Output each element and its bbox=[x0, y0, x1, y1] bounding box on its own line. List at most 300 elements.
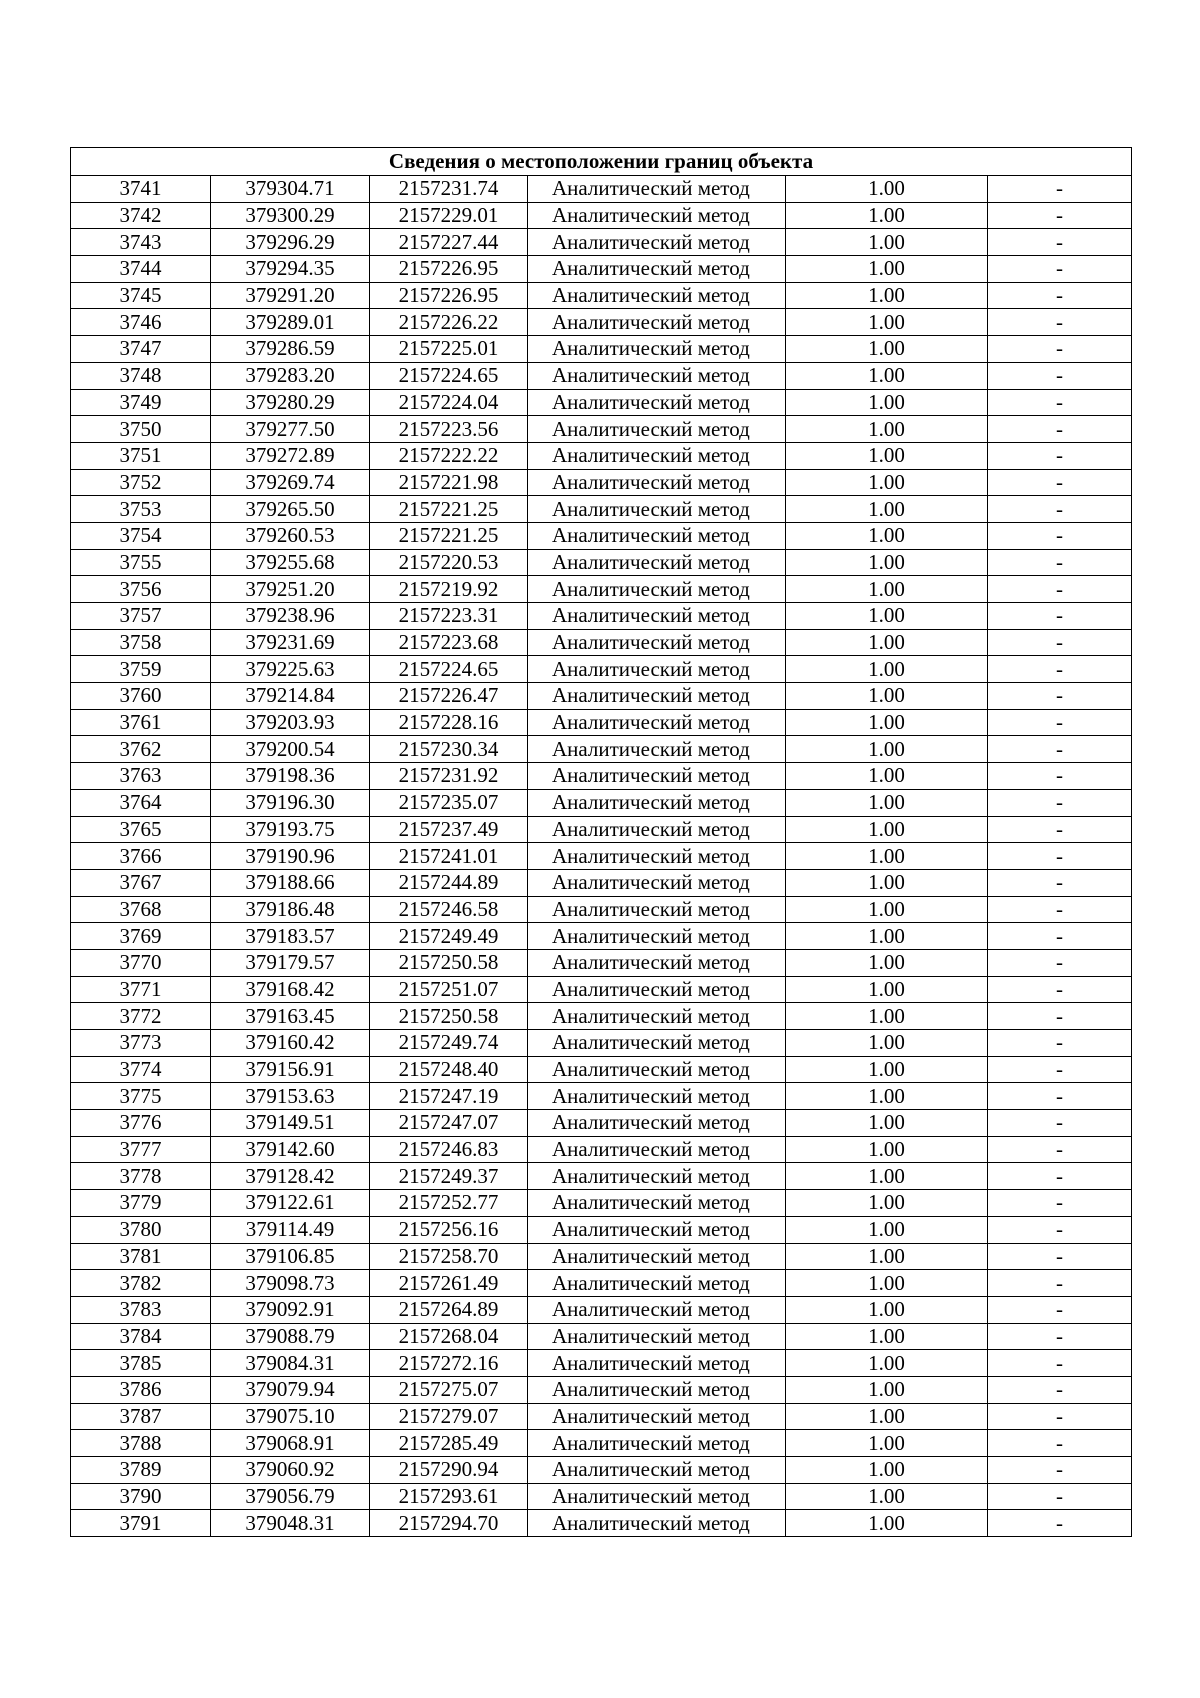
boundary-table bbox=[70, 147, 1132, 1537]
description-cell: - bbox=[988, 1376, 1132, 1403]
point-number-cell: 3765 bbox=[71, 816, 211, 843]
x-coordinate-cell: 379225.63 bbox=[211, 656, 370, 683]
table-row bbox=[71, 763, 1132, 790]
x-coordinate-cell: 379084.31 bbox=[211, 1350, 370, 1377]
x-coordinate-cell: 379088.79 bbox=[211, 1323, 370, 1350]
y-coordinate-cell: 2157256.16 bbox=[370, 1216, 528, 1243]
method-cell: Аналитический метод bbox=[528, 442, 786, 469]
x-coordinate-cell: 379188.66 bbox=[211, 869, 370, 896]
point-number-cell: 3746 bbox=[71, 309, 211, 336]
table-row bbox=[71, 416, 1132, 443]
x-coordinate-cell: 379294.35 bbox=[211, 256, 370, 283]
accuracy-cell: 1.00 bbox=[786, 789, 988, 816]
description-cell: - bbox=[988, 389, 1132, 416]
x-coordinate-cell: 379300.29 bbox=[211, 202, 370, 229]
y-coordinate-cell: 2157222.22 bbox=[370, 442, 528, 469]
point-number-cell: 3768 bbox=[71, 896, 211, 923]
point-number-cell: 3745 bbox=[71, 282, 211, 309]
table-row bbox=[71, 1163, 1132, 1190]
method-cell: Аналитический метод bbox=[528, 656, 786, 683]
x-coordinate-cell: 379286.59 bbox=[211, 336, 370, 363]
description-cell: - bbox=[988, 1403, 1132, 1430]
x-coordinate-cell: 379255.68 bbox=[211, 549, 370, 576]
table-title: Сведения о местоположении границ объекта bbox=[71, 148, 1132, 176]
accuracy-cell: 1.00 bbox=[786, 1403, 988, 1430]
y-coordinate-cell: 2157249.49 bbox=[370, 923, 528, 950]
description-cell: - bbox=[988, 549, 1132, 576]
x-coordinate-cell: 379272.89 bbox=[211, 442, 370, 469]
x-coordinate-cell: 379214.84 bbox=[211, 683, 370, 710]
description-cell: - bbox=[988, 1030, 1132, 1057]
table-row bbox=[71, 1136, 1132, 1163]
x-coordinate-cell: 379142.60 bbox=[211, 1136, 370, 1163]
accuracy-cell: 1.00 bbox=[786, 763, 988, 790]
x-coordinate-cell: 379183.57 bbox=[211, 923, 370, 950]
point-number-cell: 3788 bbox=[71, 1430, 211, 1457]
table-row bbox=[71, 869, 1132, 896]
y-coordinate-cell: 2157228.16 bbox=[370, 709, 528, 736]
description-cell: - bbox=[988, 336, 1132, 363]
accuracy-cell: 1.00 bbox=[786, 469, 988, 496]
method-cell: Аналитический метод bbox=[528, 709, 786, 736]
x-coordinate-cell: 379190.96 bbox=[211, 843, 370, 870]
point-number-cell: 3756 bbox=[71, 576, 211, 603]
y-coordinate-cell: 2157227.44 bbox=[370, 229, 528, 256]
method-cell: Аналитический метод bbox=[528, 202, 786, 229]
method-cell: Аналитический метод bbox=[528, 789, 786, 816]
table-row bbox=[71, 1083, 1132, 1110]
method-cell: Аналитический метод bbox=[528, 1376, 786, 1403]
table-row bbox=[71, 576, 1132, 603]
accuracy-cell: 1.00 bbox=[786, 869, 988, 896]
point-number-cell: 3753 bbox=[71, 496, 211, 523]
y-coordinate-cell: 2157221.25 bbox=[370, 522, 528, 549]
x-coordinate-cell: 379277.50 bbox=[211, 416, 370, 443]
table-row bbox=[71, 656, 1132, 683]
table-row bbox=[71, 1216, 1132, 1243]
accuracy-cell: 1.00 bbox=[786, 1216, 988, 1243]
y-coordinate-cell: 2157261.49 bbox=[370, 1270, 528, 1297]
point-number-cell: 3779 bbox=[71, 1190, 211, 1217]
method-cell: Аналитический метод bbox=[528, 282, 786, 309]
accuracy-cell: 1.00 bbox=[786, 362, 988, 389]
table-row bbox=[71, 309, 1132, 336]
method-cell: Аналитический метод bbox=[528, 1323, 786, 1350]
description-cell: - bbox=[988, 576, 1132, 603]
point-number-cell: 3744 bbox=[71, 256, 211, 283]
x-coordinate-cell: 379269.74 bbox=[211, 469, 370, 496]
table-row bbox=[71, 816, 1132, 843]
x-coordinate-cell: 379075.10 bbox=[211, 1403, 370, 1430]
method-cell: Аналитический метод bbox=[528, 603, 786, 630]
y-coordinate-cell: 2157226.95 bbox=[370, 282, 528, 309]
description-cell: - bbox=[988, 176, 1132, 203]
document-page bbox=[70, 147, 1131, 1537]
y-coordinate-cell: 2157231.74 bbox=[370, 176, 528, 203]
table-row bbox=[71, 1350, 1132, 1377]
table-row bbox=[71, 736, 1132, 763]
method-cell: Аналитический метод bbox=[528, 1350, 786, 1377]
y-coordinate-cell: 2157231.92 bbox=[370, 763, 528, 790]
x-coordinate-cell: 379289.01 bbox=[211, 309, 370, 336]
point-number-cell: 3778 bbox=[71, 1163, 211, 1190]
accuracy-cell: 1.00 bbox=[786, 549, 988, 576]
description-cell: - bbox=[988, 1003, 1132, 1030]
description-cell: - bbox=[988, 1056, 1132, 1083]
point-number-cell: 3762 bbox=[71, 736, 211, 763]
accuracy-cell: 1.00 bbox=[786, 843, 988, 870]
description-cell: - bbox=[988, 1270, 1132, 1297]
y-coordinate-cell: 2157223.56 bbox=[370, 416, 528, 443]
description-cell: - bbox=[988, 603, 1132, 630]
description-cell: - bbox=[988, 496, 1132, 523]
accuracy-cell: 1.00 bbox=[786, 629, 988, 656]
y-coordinate-cell: 2157248.40 bbox=[370, 1056, 528, 1083]
method-cell: Аналитический метод bbox=[528, 522, 786, 549]
y-coordinate-cell: 2157275.07 bbox=[370, 1376, 528, 1403]
y-coordinate-cell: 2157225.01 bbox=[370, 336, 528, 363]
accuracy-cell: 1.00 bbox=[786, 683, 988, 710]
x-coordinate-cell: 379048.31 bbox=[211, 1510, 370, 1537]
table-row bbox=[71, 282, 1132, 309]
point-number-cell: 3761 bbox=[71, 709, 211, 736]
table-row bbox=[71, 442, 1132, 469]
accuracy-cell: 1.00 bbox=[786, 656, 988, 683]
y-coordinate-cell: 2157247.07 bbox=[370, 1110, 528, 1137]
table-row bbox=[71, 949, 1132, 976]
x-coordinate-cell: 379156.91 bbox=[211, 1056, 370, 1083]
method-cell: Аналитический метод bbox=[528, 309, 786, 336]
method-cell: Аналитический метод bbox=[528, 1430, 786, 1457]
table-row bbox=[71, 709, 1132, 736]
point-number-cell: 3772 bbox=[71, 1003, 211, 1030]
table-row bbox=[71, 1003, 1132, 1030]
accuracy-cell: 1.00 bbox=[786, 1030, 988, 1057]
y-coordinate-cell: 2157294.70 bbox=[370, 1510, 528, 1537]
y-coordinate-cell: 2157244.89 bbox=[370, 869, 528, 896]
table-row bbox=[71, 1403, 1132, 1430]
description-cell: - bbox=[988, 1243, 1132, 1270]
method-cell: Аналитический метод bbox=[528, 362, 786, 389]
point-number-cell: 3783 bbox=[71, 1296, 211, 1323]
method-cell: Аналитический метод bbox=[528, 1216, 786, 1243]
table-row bbox=[71, 256, 1132, 283]
x-coordinate-cell: 379283.20 bbox=[211, 362, 370, 389]
accuracy-cell: 1.00 bbox=[786, 1243, 988, 1270]
table-row bbox=[71, 549, 1132, 576]
method-cell: Аналитический метод bbox=[528, 976, 786, 1003]
table-row bbox=[71, 976, 1132, 1003]
point-number-cell: 3786 bbox=[71, 1376, 211, 1403]
description-cell: - bbox=[988, 1083, 1132, 1110]
description-cell: - bbox=[988, 202, 1132, 229]
method-cell: Аналитический метод bbox=[528, 1457, 786, 1484]
method-cell: Аналитический метод bbox=[528, 763, 786, 790]
x-coordinate-cell: 379092.91 bbox=[211, 1296, 370, 1323]
accuracy-cell: 1.00 bbox=[786, 1323, 988, 1350]
description-cell: - bbox=[988, 416, 1132, 443]
accuracy-cell: 1.00 bbox=[786, 949, 988, 976]
y-coordinate-cell: 2157246.83 bbox=[370, 1136, 528, 1163]
table-row bbox=[71, 1510, 1132, 1537]
y-coordinate-cell: 2157221.25 bbox=[370, 496, 528, 523]
accuracy-cell: 1.00 bbox=[786, 1296, 988, 1323]
description-cell: - bbox=[988, 789, 1132, 816]
description-cell: - bbox=[988, 923, 1132, 950]
x-coordinate-cell: 379231.69 bbox=[211, 629, 370, 656]
point-number-cell: 3773 bbox=[71, 1030, 211, 1057]
description-cell: - bbox=[988, 442, 1132, 469]
y-coordinate-cell: 2157235.07 bbox=[370, 789, 528, 816]
accuracy-cell: 1.00 bbox=[786, 1110, 988, 1137]
table-body bbox=[71, 176, 1132, 1537]
x-coordinate-cell: 379198.36 bbox=[211, 763, 370, 790]
method-cell: Аналитический метод bbox=[528, 176, 786, 203]
description-cell: - bbox=[988, 976, 1132, 1003]
y-coordinate-cell: 2157224.65 bbox=[370, 656, 528, 683]
y-coordinate-cell: 2157237.49 bbox=[370, 816, 528, 843]
method-cell: Аналитический метод bbox=[528, 683, 786, 710]
y-coordinate-cell: 2157264.89 bbox=[370, 1296, 528, 1323]
y-coordinate-cell: 2157226.95 bbox=[370, 256, 528, 283]
table-row bbox=[71, 896, 1132, 923]
description-cell: - bbox=[988, 1350, 1132, 1377]
point-number-cell: 3758 bbox=[71, 629, 211, 656]
y-coordinate-cell: 2157226.47 bbox=[370, 683, 528, 710]
method-cell: Аналитический метод bbox=[528, 1483, 786, 1510]
x-coordinate-cell: 379251.20 bbox=[211, 576, 370, 603]
accuracy-cell: 1.00 bbox=[786, 1003, 988, 1030]
method-cell: Аналитический метод bbox=[528, 1510, 786, 1537]
accuracy-cell: 1.00 bbox=[786, 256, 988, 283]
y-coordinate-cell: 2157249.37 bbox=[370, 1163, 528, 1190]
description-cell: - bbox=[988, 1190, 1132, 1217]
x-coordinate-cell: 379106.85 bbox=[211, 1243, 370, 1270]
method-cell: Аналитический метод bbox=[528, 1163, 786, 1190]
point-number-cell: 3747 bbox=[71, 336, 211, 363]
description-cell: - bbox=[988, 362, 1132, 389]
x-coordinate-cell: 379196.30 bbox=[211, 789, 370, 816]
method-cell: Аналитический метод bbox=[528, 1270, 786, 1297]
x-coordinate-cell: 379186.48 bbox=[211, 896, 370, 923]
accuracy-cell: 1.00 bbox=[786, 1136, 988, 1163]
method-cell: Аналитический метод bbox=[528, 629, 786, 656]
description-cell: - bbox=[988, 522, 1132, 549]
y-coordinate-cell: 2157268.04 bbox=[370, 1323, 528, 1350]
description-cell: - bbox=[988, 1110, 1132, 1137]
method-cell: Аналитический метод bbox=[528, 1190, 786, 1217]
method-cell: Аналитический метод bbox=[528, 896, 786, 923]
accuracy-cell: 1.00 bbox=[786, 976, 988, 1003]
description-cell: - bbox=[988, 1457, 1132, 1484]
point-number-cell: 3742 bbox=[71, 202, 211, 229]
description-cell: - bbox=[988, 843, 1132, 870]
table-row bbox=[71, 1430, 1132, 1457]
accuracy-cell: 1.00 bbox=[786, 1483, 988, 1510]
accuracy-cell: 1.00 bbox=[786, 496, 988, 523]
x-coordinate-cell: 379060.92 bbox=[211, 1457, 370, 1484]
method-cell: Аналитический метод bbox=[528, 389, 786, 416]
x-coordinate-cell: 379203.93 bbox=[211, 709, 370, 736]
accuracy-cell: 1.00 bbox=[786, 736, 988, 763]
table-row bbox=[71, 1483, 1132, 1510]
point-number-cell: 3771 bbox=[71, 976, 211, 1003]
y-coordinate-cell: 2157219.92 bbox=[370, 576, 528, 603]
point-number-cell: 3787 bbox=[71, 1403, 211, 1430]
table-row bbox=[71, 789, 1132, 816]
description-cell: - bbox=[988, 469, 1132, 496]
accuracy-cell: 1.00 bbox=[786, 442, 988, 469]
accuracy-cell: 1.00 bbox=[786, 576, 988, 603]
x-coordinate-cell: 379149.51 bbox=[211, 1110, 370, 1137]
point-number-cell: 3791 bbox=[71, 1510, 211, 1537]
description-cell: - bbox=[988, 736, 1132, 763]
accuracy-cell: 1.00 bbox=[786, 1163, 988, 1190]
accuracy-cell: 1.00 bbox=[786, 1430, 988, 1457]
table-row bbox=[71, 469, 1132, 496]
accuracy-cell: 1.00 bbox=[786, 229, 988, 256]
table-row bbox=[71, 629, 1132, 656]
description-cell: - bbox=[988, 949, 1132, 976]
method-cell: Аналитический метод bbox=[528, 1136, 786, 1163]
y-coordinate-cell: 2157258.70 bbox=[370, 1243, 528, 1270]
accuracy-cell: 1.00 bbox=[786, 202, 988, 229]
y-coordinate-cell: 2157224.65 bbox=[370, 362, 528, 389]
description-cell: - bbox=[988, 1136, 1132, 1163]
point-number-cell: 3790 bbox=[71, 1483, 211, 1510]
table-row bbox=[71, 176, 1132, 203]
table-row bbox=[71, 1296, 1132, 1323]
description-cell: - bbox=[988, 309, 1132, 336]
x-coordinate-cell: 379122.61 bbox=[211, 1190, 370, 1217]
y-coordinate-cell: 2157220.53 bbox=[370, 549, 528, 576]
description-cell: - bbox=[988, 1296, 1132, 1323]
accuracy-cell: 1.00 bbox=[786, 1083, 988, 1110]
table-row bbox=[71, 229, 1132, 256]
method-cell: Аналитический метод bbox=[528, 923, 786, 950]
description-cell: - bbox=[988, 1216, 1132, 1243]
description-cell: - bbox=[988, 629, 1132, 656]
x-coordinate-cell: 379260.53 bbox=[211, 522, 370, 549]
x-coordinate-cell: 379291.20 bbox=[211, 282, 370, 309]
point-number-cell: 3781 bbox=[71, 1243, 211, 1270]
y-coordinate-cell: 2157226.22 bbox=[370, 309, 528, 336]
accuracy-cell: 1.00 bbox=[786, 1190, 988, 1217]
y-coordinate-cell: 2157223.68 bbox=[370, 629, 528, 656]
table-row bbox=[71, 522, 1132, 549]
accuracy-cell: 1.00 bbox=[786, 389, 988, 416]
description-cell: - bbox=[988, 282, 1132, 309]
x-coordinate-cell: 379153.63 bbox=[211, 1083, 370, 1110]
table-row bbox=[71, 1270, 1132, 1297]
method-cell: Аналитический метод bbox=[528, 1243, 786, 1270]
point-number-cell: 3775 bbox=[71, 1083, 211, 1110]
method-cell: Аналитический метод bbox=[528, 949, 786, 976]
x-coordinate-cell: 379304.71 bbox=[211, 176, 370, 203]
method-cell: Аналитический метод bbox=[528, 1003, 786, 1030]
y-coordinate-cell: 2157272.16 bbox=[370, 1350, 528, 1377]
method-cell: Аналитический метод bbox=[528, 1083, 786, 1110]
description-cell: - bbox=[988, 1510, 1132, 1537]
point-number-cell: 3774 bbox=[71, 1056, 211, 1083]
point-number-cell: 3767 bbox=[71, 869, 211, 896]
description-cell: - bbox=[988, 869, 1132, 896]
point-number-cell: 3785 bbox=[71, 1350, 211, 1377]
method-cell: Аналитический метод bbox=[528, 336, 786, 363]
accuracy-cell: 1.00 bbox=[786, 896, 988, 923]
accuracy-cell: 1.00 bbox=[786, 603, 988, 630]
y-coordinate-cell: 2157250.58 bbox=[370, 949, 528, 976]
table-row bbox=[71, 389, 1132, 416]
description-cell: - bbox=[988, 256, 1132, 283]
method-cell: Аналитический метод bbox=[528, 1030, 786, 1057]
table-row bbox=[71, 362, 1132, 389]
x-coordinate-cell: 379238.96 bbox=[211, 603, 370, 630]
point-number-cell: 3749 bbox=[71, 389, 211, 416]
y-coordinate-cell: 2157224.04 bbox=[370, 389, 528, 416]
x-coordinate-cell: 379114.49 bbox=[211, 1216, 370, 1243]
y-coordinate-cell: 2157230.34 bbox=[370, 736, 528, 763]
x-coordinate-cell: 379079.94 bbox=[211, 1376, 370, 1403]
y-coordinate-cell: 2157221.98 bbox=[370, 469, 528, 496]
x-coordinate-cell: 379296.29 bbox=[211, 229, 370, 256]
method-cell: Аналитический метод bbox=[528, 736, 786, 763]
table-row bbox=[71, 496, 1132, 523]
method-cell: Аналитический метод bbox=[528, 549, 786, 576]
method-cell: Аналитический метод bbox=[528, 496, 786, 523]
table-row bbox=[71, 1190, 1132, 1217]
y-coordinate-cell: 2157252.77 bbox=[370, 1190, 528, 1217]
description-cell: - bbox=[988, 896, 1132, 923]
table-row bbox=[71, 1323, 1132, 1350]
point-number-cell: 3776 bbox=[71, 1110, 211, 1137]
y-coordinate-cell: 2157241.01 bbox=[370, 843, 528, 870]
description-cell: - bbox=[988, 1163, 1132, 1190]
point-number-cell: 3780 bbox=[71, 1216, 211, 1243]
accuracy-cell: 1.00 bbox=[786, 1510, 988, 1537]
method-cell: Аналитический метод bbox=[528, 469, 786, 496]
table-row bbox=[71, 1376, 1132, 1403]
x-coordinate-cell: 379098.73 bbox=[211, 1270, 370, 1297]
accuracy-cell: 1.00 bbox=[786, 282, 988, 309]
description-cell: - bbox=[988, 816, 1132, 843]
point-number-cell: 3750 bbox=[71, 416, 211, 443]
method-cell: Аналитический метод bbox=[528, 843, 786, 870]
accuracy-cell: 1.00 bbox=[786, 816, 988, 843]
accuracy-cell: 1.00 bbox=[786, 1270, 988, 1297]
y-coordinate-cell: 2157279.07 bbox=[370, 1403, 528, 1430]
point-number-cell: 3743 bbox=[71, 229, 211, 256]
accuracy-cell: 1.00 bbox=[786, 923, 988, 950]
point-number-cell: 3769 bbox=[71, 923, 211, 950]
y-coordinate-cell: 2157293.61 bbox=[370, 1483, 528, 1510]
table-row bbox=[71, 1056, 1132, 1083]
table-row bbox=[71, 1030, 1132, 1057]
y-coordinate-cell: 2157247.19 bbox=[370, 1083, 528, 1110]
accuracy-cell: 1.00 bbox=[786, 336, 988, 363]
point-number-cell: 3752 bbox=[71, 469, 211, 496]
x-coordinate-cell: 379068.91 bbox=[211, 1430, 370, 1457]
x-coordinate-cell: 379179.57 bbox=[211, 949, 370, 976]
x-coordinate-cell: 379168.42 bbox=[211, 976, 370, 1003]
accuracy-cell: 1.00 bbox=[786, 416, 988, 443]
description-cell: - bbox=[988, 1323, 1132, 1350]
point-number-cell: 3755 bbox=[71, 549, 211, 576]
point-number-cell: 3784 bbox=[71, 1323, 211, 1350]
y-coordinate-cell: 2157223.31 bbox=[370, 603, 528, 630]
x-coordinate-cell: 379265.50 bbox=[211, 496, 370, 523]
table-row bbox=[71, 336, 1132, 363]
